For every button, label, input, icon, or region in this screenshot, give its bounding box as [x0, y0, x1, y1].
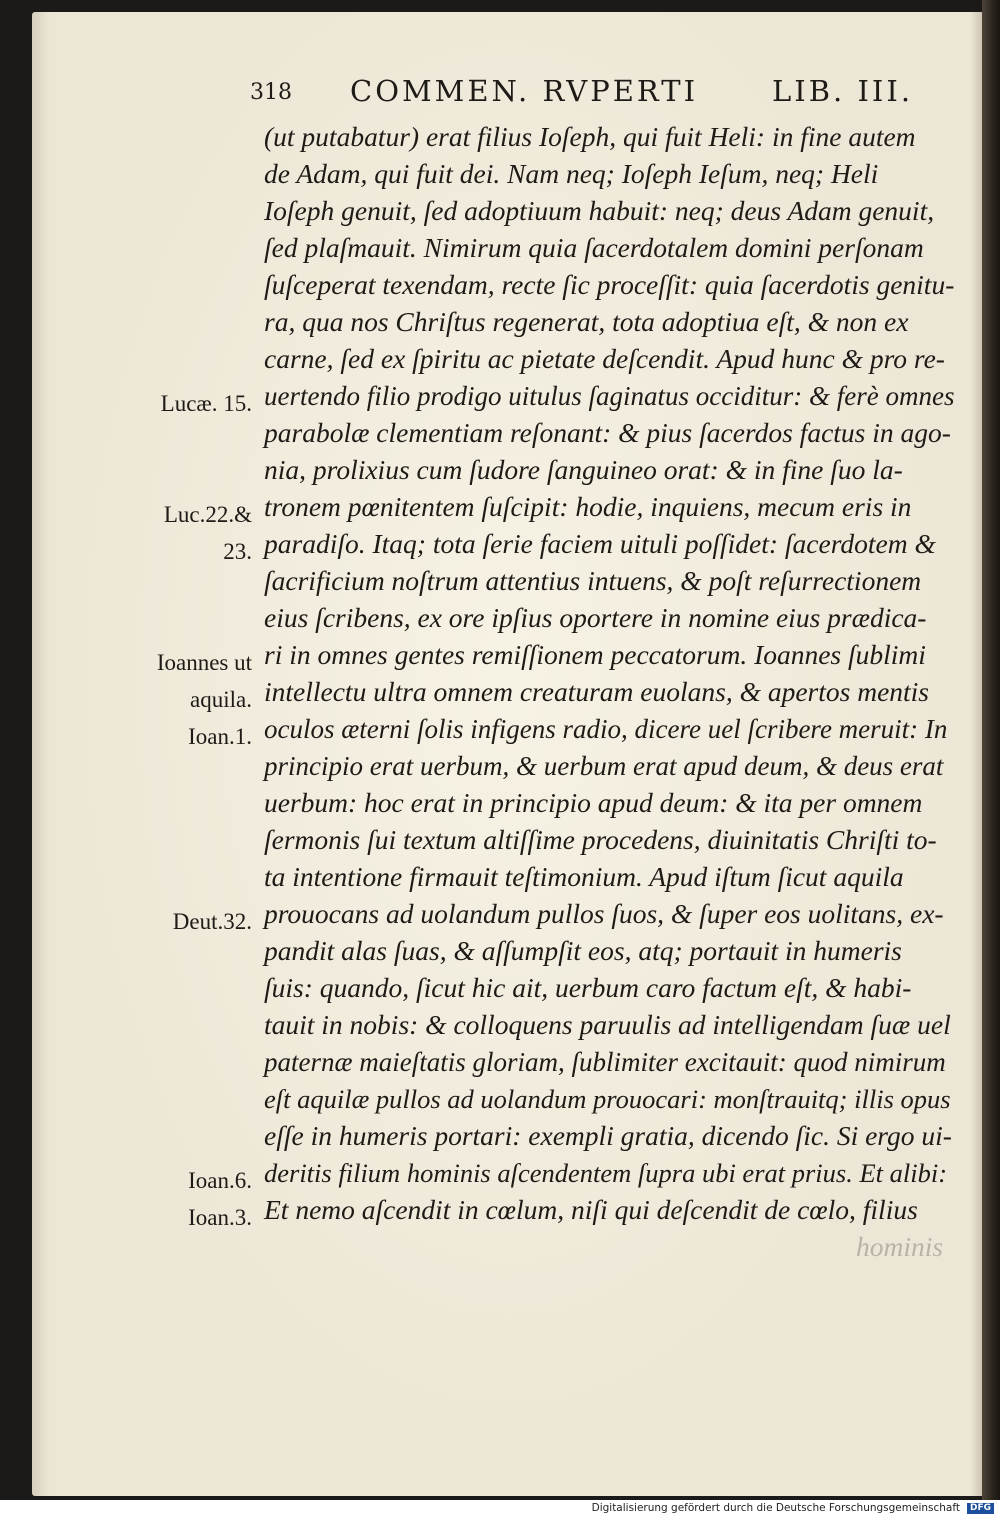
text-line: tronem pœnitentem ſuſcipit: hodie, inquiens, mecum eris in: [264, 491, 912, 522]
text-line: oculos æterni ſolis infigens radio, dicere uel ſcribere meruit: In: [264, 714, 948, 744]
footer-bar: [0, 1500, 1000, 1518]
margin-note: Ioannes ut: [156, 650, 252, 675]
text-line: uertendo filio prodigo uitulus ſaginatus occiditur: & ferè omnes: [264, 381, 955, 411]
text-line: ta intentione firmauit teſtimonium. Apud iſtum ſicut aquila: [264, 861, 904, 892]
text-line: intellectu ultra omnem creaturam euolans, & apertos mentis: [264, 676, 930, 707]
text-line: ſacrificium noſtrum attentius intuens, & poſt reſurrectionem: [264, 565, 922, 596]
page-number: 318: [250, 80, 292, 105]
text-line: principio erat uerbum, & uerbum erat apud deum, & deus erat: [264, 751, 944, 781]
funding-notice: Digitalisierung gefördert durch die Deutsche Forschungsgemeinschaft: [591, 1502, 960, 1514]
text-line: ſuſceperat texendam, recte ſic proceſſit: quia ſacerdotis genitu-: [264, 269, 955, 300]
text-line: Ioſeph genuit, ſed adoptiuum habuit: neq; deus Adam genuit,: [264, 195, 935, 226]
text-line: eſt aquilæ pullos ad uolandum prouocari: monſtrauitq; illis opus: [264, 1084, 951, 1114]
text-line: ſed plaſmauit. Nimirum quia ſacerdotalem domini perſonam: [264, 232, 924, 263]
text-line: parabolæ clementiam reſonant: & pius ſacerdos factus in ago-: [264, 417, 951, 448]
margin-note: Deut.32.: [172, 909, 252, 934]
text-line: eius ſcribens, ex ore ipſius oportere in nomine eius prædica-: [264, 602, 927, 633]
text-line: pandit alas ſuas, & aſſumpſit eos, atq; portauit in humeris: [264, 935, 902, 966]
book-label: LIB. III.: [772, 74, 914, 108]
margin-note: Luc.22.&: [163, 502, 252, 527]
text-line: eſſe in humeris portari: exempli gratia, dicendo ſic. Si ergo ui-: [264, 1120, 952, 1151]
text-line: Et nemo aſcendit in cœlum, niſi qui deſcendit de cœlo, filius: [264, 1194, 918, 1225]
text-line: ri in omnes gentes remiſſionem peccatorum. Ioannes ſublimi: [264, 639, 926, 670]
text-line: tauit in nobis: & colloquens paruulis ad intelligendam ſuæ uel: [264, 1009, 951, 1040]
margin-note: Ioan.1.: [188, 724, 252, 749]
text-line: prouocans ad uolandum pullos ſuos, & ſuper eos uolitans, ex-: [264, 898, 944, 929]
text-line: ſuis: quando, ſicut hic ait, uerbum caro factum eſt, & habi-: [264, 972, 912, 1003]
text-line: (ut putabatur) erat filius Ioſeph, qui fuit Heli: in fine autem: [264, 121, 916, 152]
text-line: ſermonis ſui textum altiſſime procedens, diuinitatis Chriſti to-: [264, 824, 937, 855]
text-line: uerbum: hoc erat in principio apud deum: & ita per omnem: [264, 787, 923, 818]
book-edge: [982, 0, 1000, 1500]
text-line: deritis filium hominis aſcendentem ſupra ubi erat prius. Et alibi:: [264, 1158, 948, 1188]
text-line: ra, qua nos Chriſtus regenerat, tota adoptiua eſt, & non ex: [264, 306, 909, 337]
text-line: de Adam, qui fuit dei. Nam neq; Ioſeph Ieſum, neq; Heli: [264, 158, 879, 189]
catchword: hominis: [856, 1231, 944, 1262]
text-line: nia, prolixius cum ſudore ſanguineo orat: & in fine ſuo la-: [264, 454, 903, 485]
margin-note: Ioan.3.: [188, 1205, 252, 1230]
margin-note: Ioan.6.: [188, 1168, 252, 1193]
running-title: COMMEN. RVPERTI: [350, 74, 699, 108]
margin-note: Lucæ. 15.: [160, 391, 252, 416]
margin-note: 23.: [223, 539, 252, 564]
text-line: carne, ſed ex ſpiritu ac pietate deſcendit. Apud hunc & pro re-: [264, 343, 945, 374]
dfg-logo: DFG: [967, 1503, 994, 1514]
margin-note: aquila.: [190, 687, 252, 712]
text-line: paternæ maieſtatis gloriam, ſublimiter excitauit: quod nimirum: [264, 1047, 946, 1077]
text-line: paradiſo. Itaq; tota ſerie faciem uituli poſſidet: ſacerdotem &: [264, 528, 936, 559]
